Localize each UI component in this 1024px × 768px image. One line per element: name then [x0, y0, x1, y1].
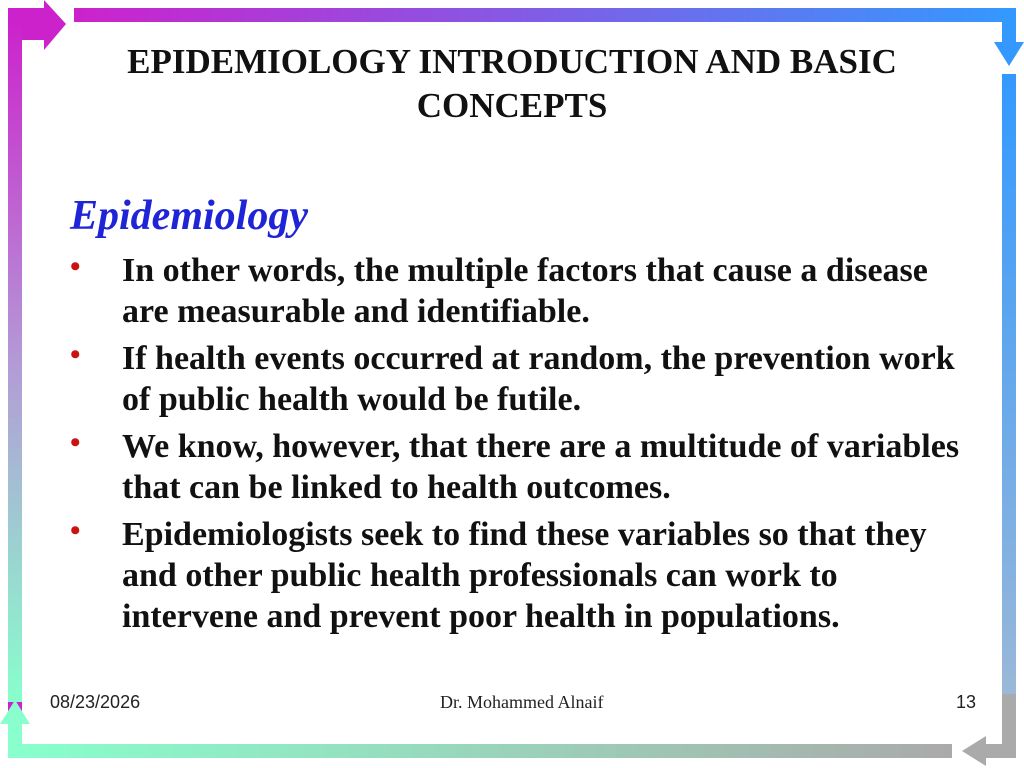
- bullet-text: In other words, the multiple factors that cause a disease are measurable and identifiable.: [122, 252, 928, 330]
- bullet-dot-icon: •: [70, 250, 81, 283]
- bullet-dot-icon: •: [70, 338, 81, 371]
- slide-title: EPIDEMIOLOGY INTRODUCTION AND BASIC CONCEPTS: [127, 42, 897, 125]
- bullet-item: [70, 338, 970, 420]
- slide-subheading: Epidemiology: [70, 193, 308, 239]
- bullet-list: [70, 250, 970, 643]
- bullet-item: [70, 250, 970, 332]
- frame-bottom-bar: [22, 744, 952, 758]
- frame-right-bar: [1002, 74, 1016, 694]
- bullet-item: [70, 426, 970, 508]
- bullet-dot-icon: •: [70, 514, 81, 547]
- footer-author: Dr. Mohammed Alnaif: [440, 692, 604, 712]
- footer-date: 08/23/2026: [50, 692, 141, 712]
- footer-page-number: 13: [956, 692, 977, 712]
- bullet-text: We know, however, that there are a multitude of variables that can be linked to health outcomes.: [122, 428, 960, 506]
- frame-top-bar: [74, 8, 1016, 22]
- frame-left-bar: [8, 22, 22, 702]
- bullet-text: If health events occurred at random, the prevention work of public health would be futile.: [122, 340, 955, 418]
- bullet-text: Epidemiologists seek to find these variables so that they and other public health professionals can work to intervene and prevent poor health in populations.: [122, 516, 927, 635]
- bullet-item: [70, 514, 970, 637]
- bullet-dot-icon: •: [70, 426, 81, 459]
